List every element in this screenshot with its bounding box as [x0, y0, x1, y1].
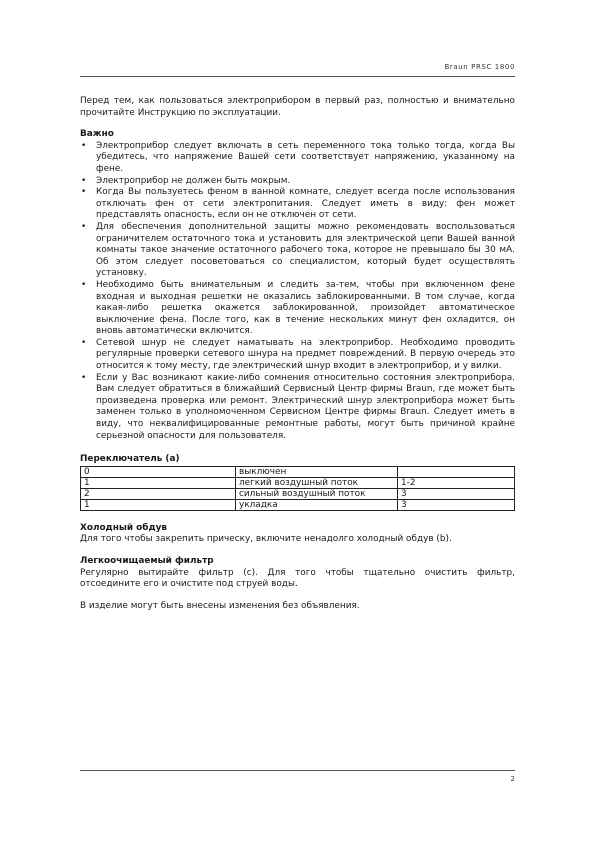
list-item: • Необходимо быть внимательным и следить за-тем, чтобы при включенном фене входная и выходная решетки не оказались заблокированными. В том случае, когда какая-либо решетка окажется заблокированной, произойдет автоматическое выключение фена. После того, как в течение нескольких минут фен охладится, он вновь автоматически включится.: [80, 280, 515, 338]
footer-rule: [80, 770, 515, 771]
list-item: • Для обеспечения дополнительной защиты можно рекомендовать воспользоваться ограничителем остаточного тока и установить для электрической цепи Вашей ванной комнаты такое значение остаточного рабочего тока, которое не превышало бы 30 мА. Об этом следует посоветоваться со специалистом, который будет осуществлять установку.: [80, 222, 515, 280]
cold-shot-text: Для того чтобы закрепить прическу, включите ненадолго холодный обдув (b).: [80, 534, 452, 545]
page-content: [80, 96, 515, 622]
header-title: Braun PRSC 1800: [444, 63, 515, 71]
filter-heading: Легкоочищаемый фильтр: [80, 556, 214, 566]
list-item: • Когда Вы пользуетесь феном в ванной комнате, следует всегда после использования отключать фен от сети электропитания. Следует иметь в виду: фен может представлять опасность, если он не отключен от сети.: [80, 187, 515, 222]
table-row: [81, 477, 515, 488]
table-row: [81, 466, 515, 477]
switch-heading: Переключатель (а): [80, 454, 180, 465]
table-cell: 3: [398, 488, 515, 499]
table-cell: 2: [81, 488, 236, 499]
table-cell: 0: [81, 466, 236, 477]
table-cell: легкий воздушный поток: [236, 477, 398, 488]
table-cell: укладка: [236, 499, 398, 510]
table-cell: 3: [398, 499, 515, 510]
intro-paragraph: Перед тем, как пользоваться электроприбором в первый раз, полностью и внимательно прочитайте Инструкцию по эксплуатации.: [80, 96, 515, 118]
table-row: [81, 499, 515, 510]
header-rule: [80, 76, 515, 77]
list-item: • Если у Вас возникают какие-либо сомнения относительно состояния электроприбора. Вам следует обратиться в ближайший Сервисный Центр фирмы Braun, где может быть произведена проверка или ремонт. Электрический шнур электроприбора может быть заменен только в уполномоченном Сервисном Центре фирмы Braun. Следует иметь в виду, что неквалифицированные ремонтные работы, могут быть причиной крайне серьезной опасности для пользователя.: [80, 373, 515, 443]
switch-table: [80, 466, 515, 511]
table-cell: выключен: [236, 466, 398, 477]
table-cell: 1: [81, 477, 236, 488]
cold-shot-heading: Холодный обдув: [80, 522, 168, 533]
change-notice: В изделие могут быть внесены изменения без объявления.: [80, 600, 360, 611]
page-number: 2: [510, 775, 515, 783]
list-item: • Сетевой шнур не следует наматывать на электроприбор. Необходимо проводить регулярные проверки сетевого шнура на предмет повреждений. В первую очередь это относится к тому месту, где электрический шнур входит в электроприбор, и у вилки.: [80, 338, 515, 373]
table-cell: 1: [81, 499, 236, 510]
list-item: • Электроприбор не должен быть мокрым.: [80, 176, 515, 188]
table-cell: сильный воздушный поток: [236, 488, 398, 499]
table-cell: [398, 466, 515, 477]
list-item: • Электроприбор следует включать в сеть переменного тока только тогда, когда Вы убедитесь, что напряжение Вашей сети соответствует напряжению, указанному на фене.: [80, 141, 515, 176]
table-cell: 1-2: [398, 477, 515, 488]
important-list: [80, 141, 515, 442]
filter-text: Регулярно вытирайте фильтр (с). Для того чтобы тщательно очистить фильтр, отсоедините его и очистите под струей воды.: [80, 567, 515, 590]
important-heading: Важно: [80, 129, 114, 140]
table-row: [81, 488, 515, 499]
